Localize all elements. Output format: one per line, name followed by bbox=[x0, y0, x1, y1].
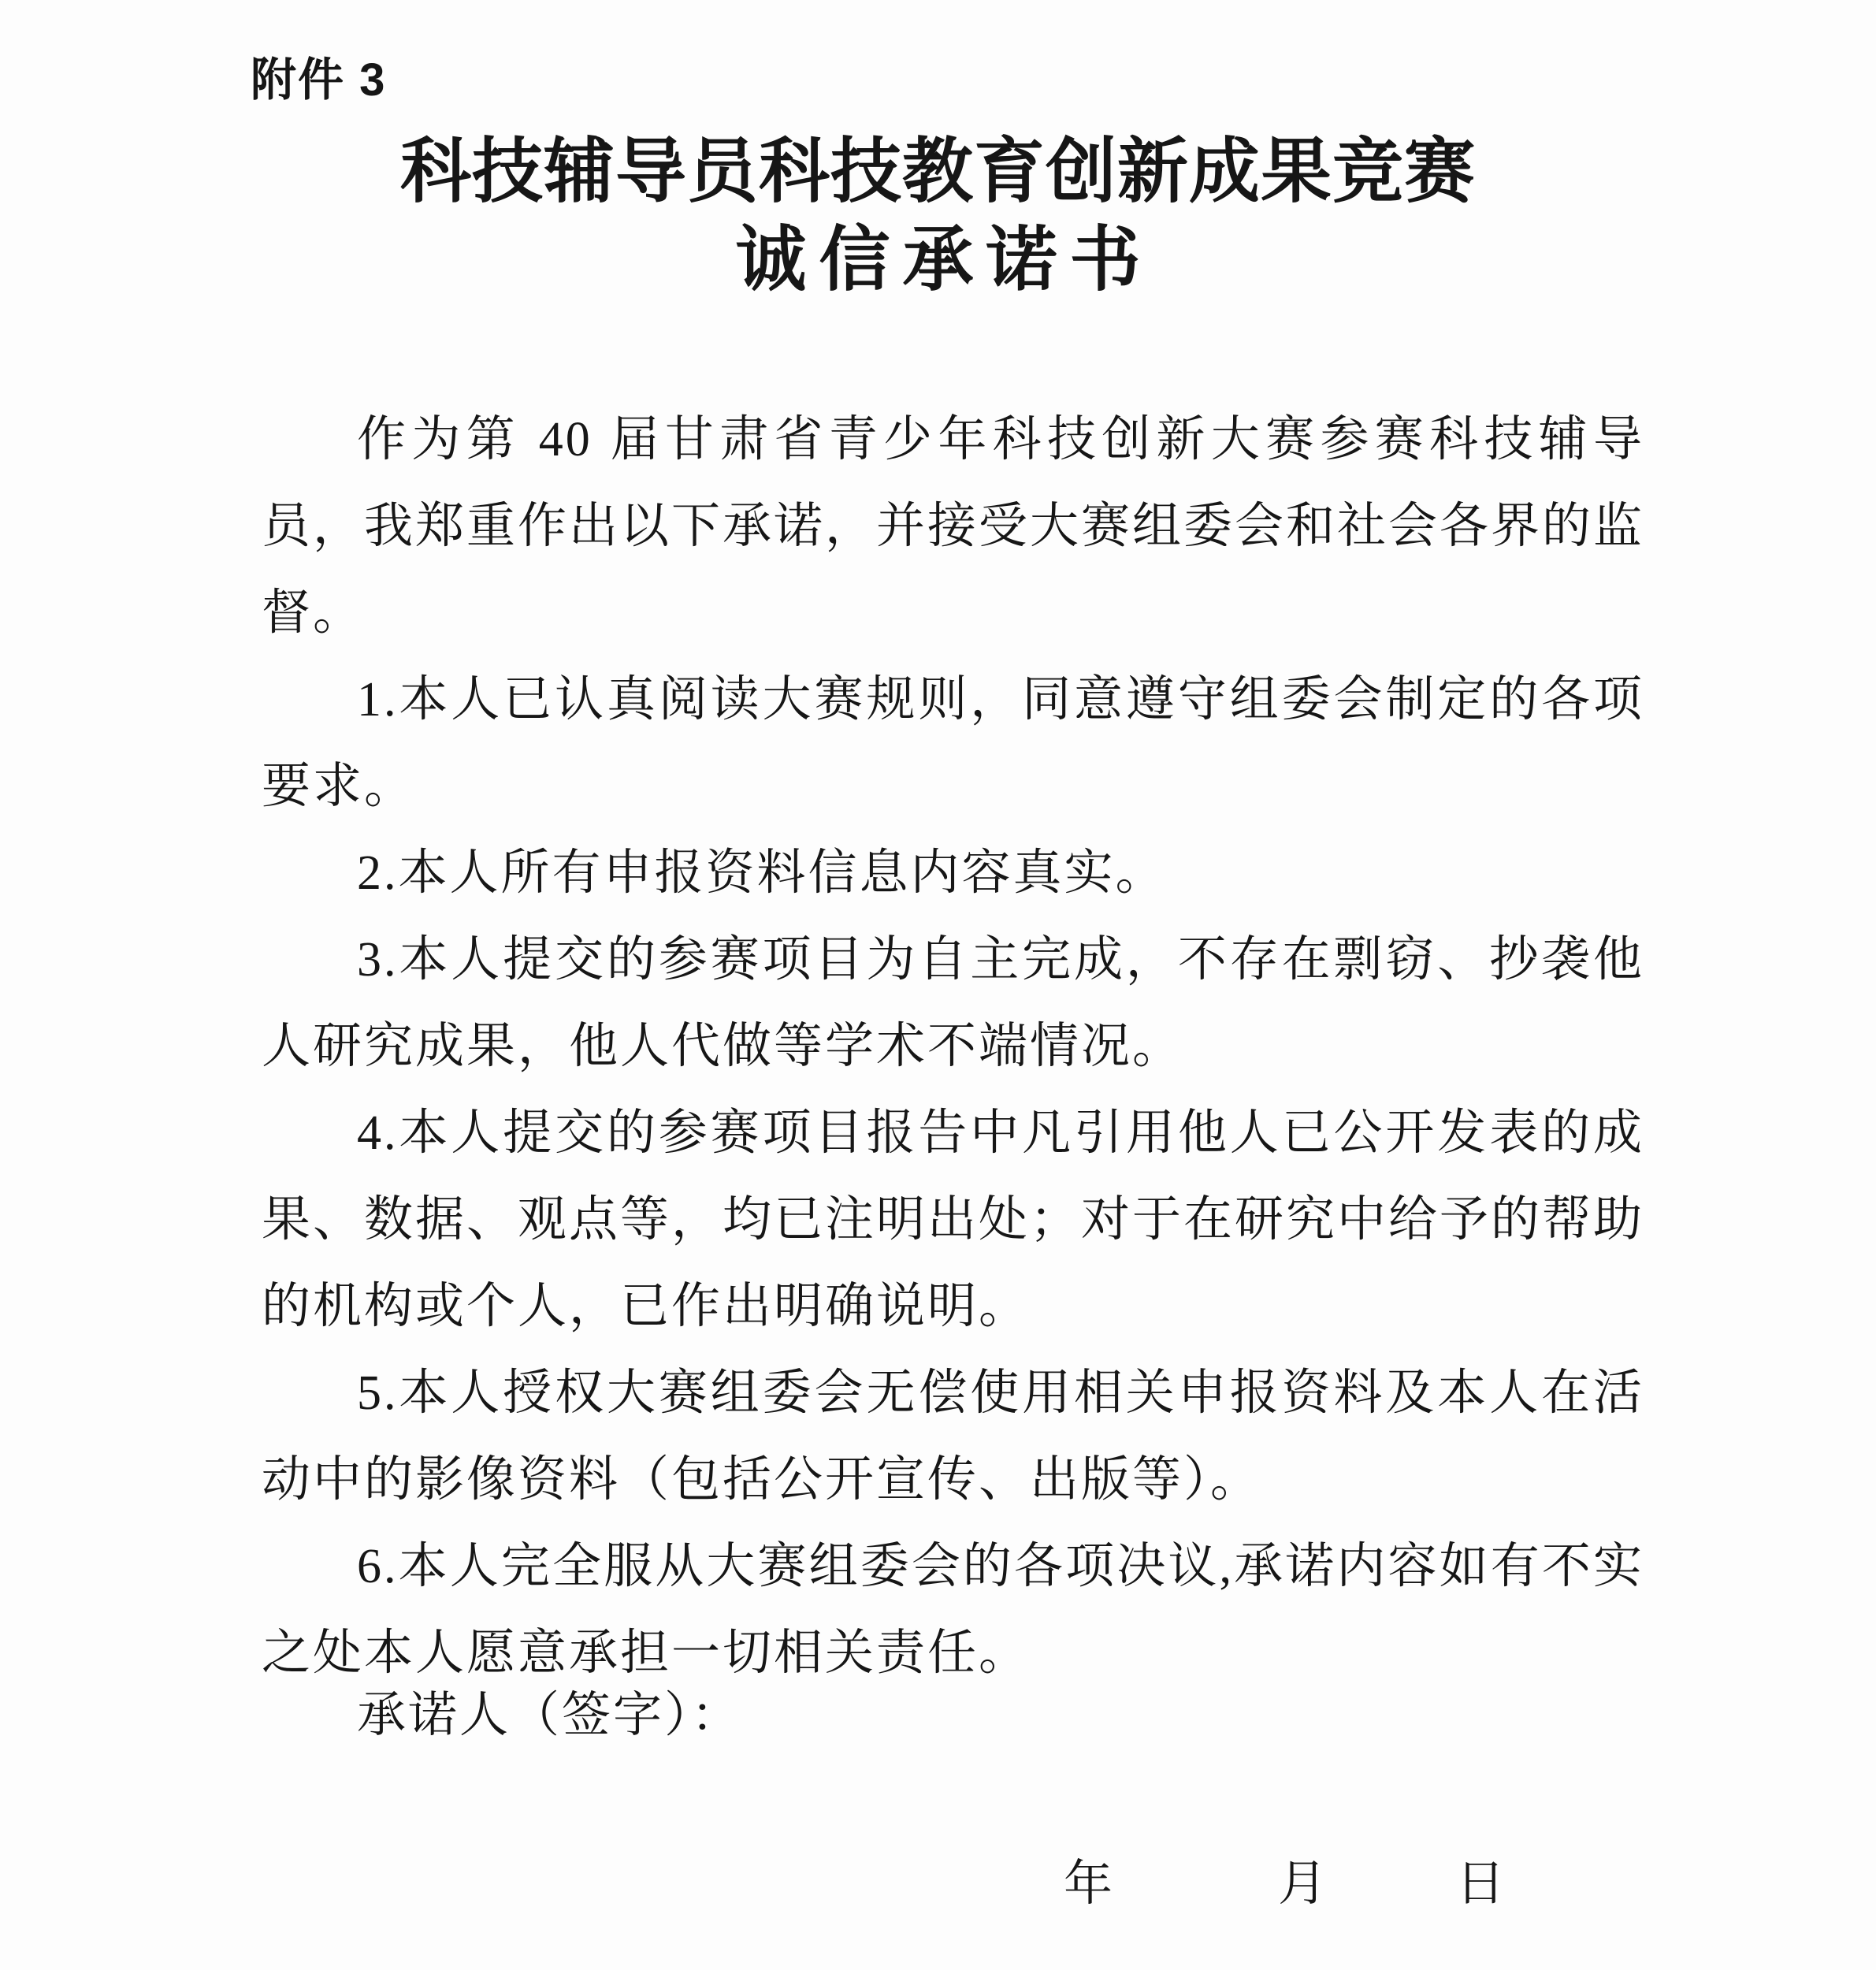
date-month-label: 月 bbox=[1278, 1857, 1328, 1911]
document-title-line1: 科技辅导员科技教育创新成果竞赛 bbox=[400, 133, 1476, 211]
signature-label: 承诺人（签字）： bbox=[357, 1689, 743, 1742]
date-line bbox=[0, 1841, 1876, 1927]
intro-paragraph: 作为第 40 届甘肃省青少年科技创新大赛参赛科技辅导员，我郑重作出以下承诺，并接受大赛组委会和社会各界的监督。 bbox=[262, 413, 1645, 640]
date-day-label: 日 bbox=[1456, 1857, 1506, 1911]
document-title bbox=[0, 128, 1876, 305]
attachment-label: 附件 3 bbox=[251, 54, 387, 106]
commitment-item-6: 6.本人完全服从大赛组委会的各项决议,承诺内容如有不实之处本人愿意承担一切相关责任。 bbox=[262, 1540, 1644, 1680]
commitment-item-5: 5.本人授权大赛组委会无偿使用相关申报资料及本人在活动中的影像资料（包括公开宣传、出版等）。 bbox=[262, 1366, 1644, 1507]
document-body bbox=[262, 396, 1644, 1697]
commitment-item-2: 2.本人所有申报资料信息内容真实。 bbox=[357, 846, 1167, 900]
date-year-label: 年 bbox=[1064, 1857, 1113, 1911]
commitment-item-1: 1.本人已认真阅读大赛规则，同意遵守组委会制定的各项要求。 bbox=[262, 673, 1644, 813]
commitment-item-3: 3.本人提交的参赛项目为自主完成，不存在剽窃、抄袭他人研究成果，他人代做等学术不端情况。 bbox=[262, 933, 1644, 1073]
commitment-item-4: 4.本人提交的参赛项目报告中凡引用他人已公开发表的成果、数据、观点等，均已注明出处；对于在研究中给予的帮助的机构或个人，已作出明确说明。 bbox=[262, 1106, 1645, 1333]
document-title-line2: 诚信承诺书 bbox=[735, 221, 1153, 299]
